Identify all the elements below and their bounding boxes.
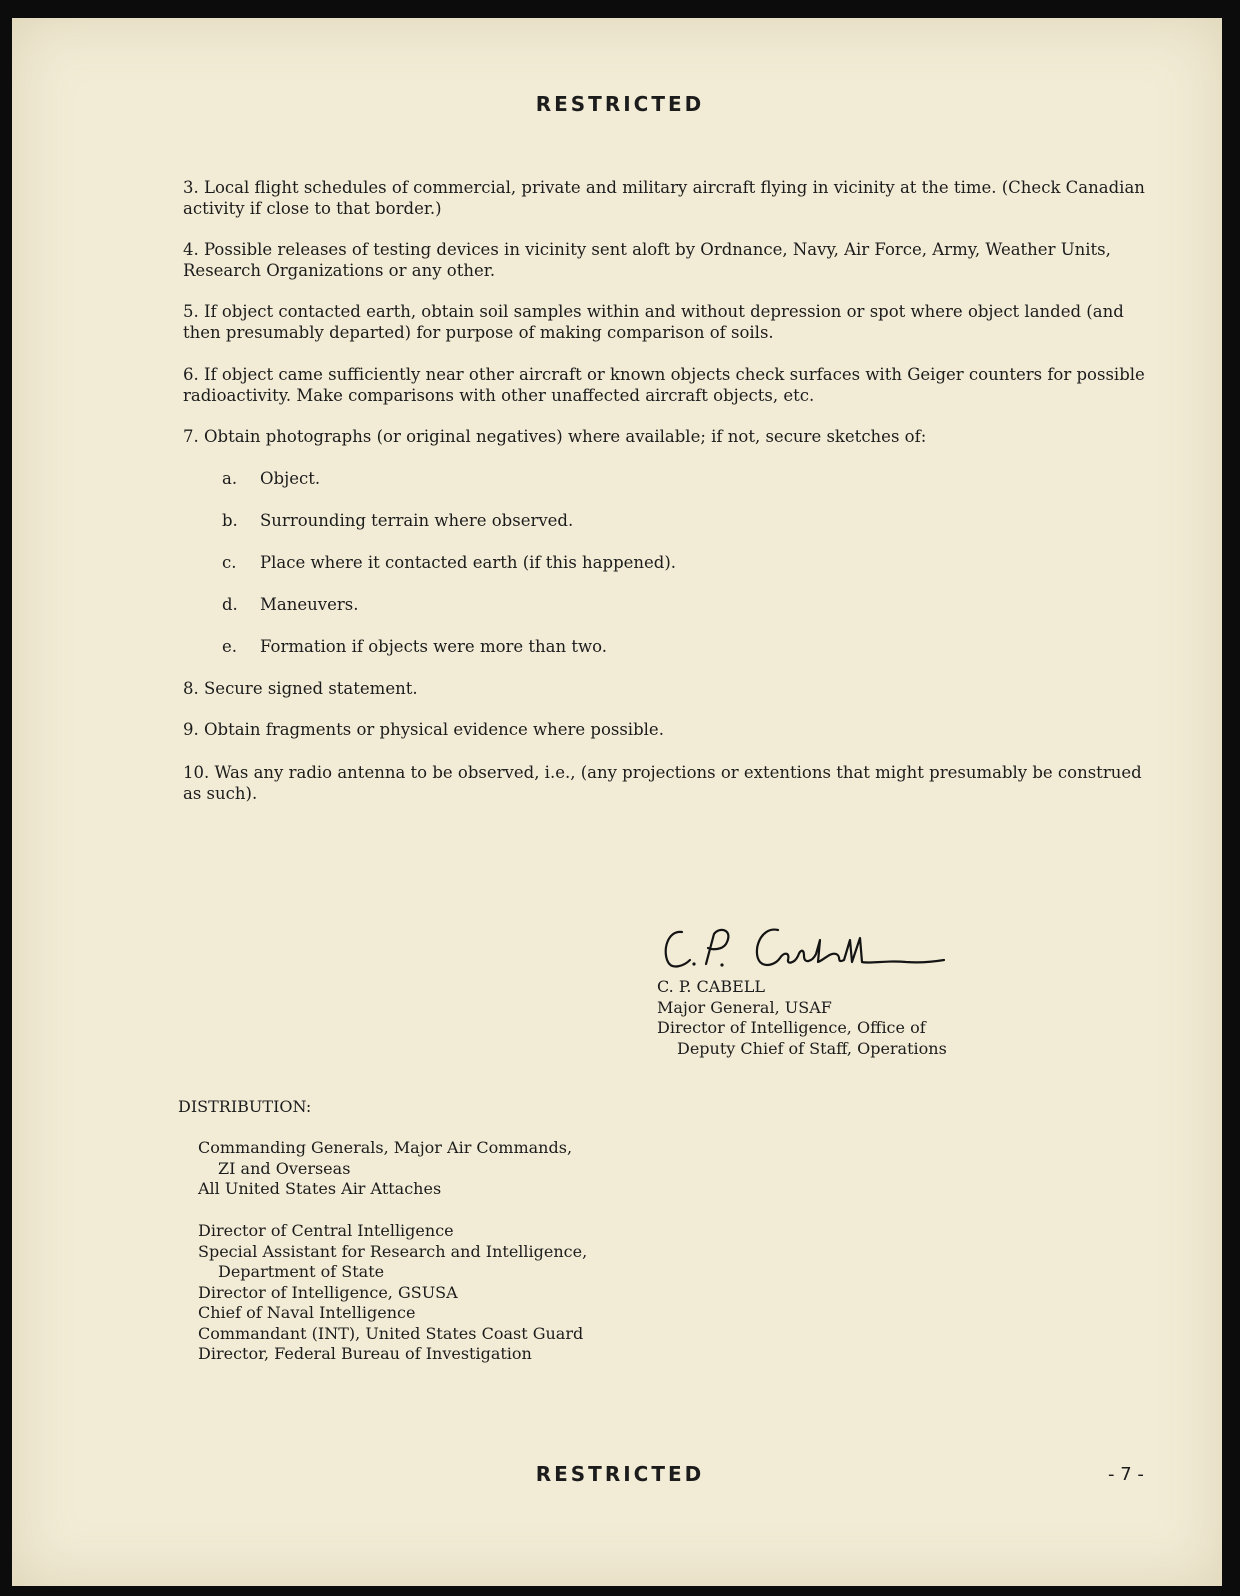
item-text: If object came sufficiently near other aircraft or known objects check surfaces with Geiger counters for possible radioactivity. Make comparisons with other unaffected aircraft objects, etc. <box>183 365 1145 405</box>
item-7 <box>183 426 1158 447</box>
sketch-letter: e. <box>222 637 238 656</box>
signatory-title-continued: Deputy Chief of Staff, Operations <box>677 1038 947 1058</box>
item-5 <box>183 301 1158 343</box>
sketch-item-b <box>222 510 1197 531</box>
sketch-item-e <box>222 636 1197 657</box>
sketch-text: Surrounding terrain where observed. <box>260 511 574 530</box>
item-4 <box>183 239 1158 281</box>
sketch-letter: c. <box>222 553 237 572</box>
distribution-group-1 <box>198 1138 572 1200</box>
item-number: 10. <box>183 763 210 782</box>
sketch-text: Formation if objects were more than two. <box>260 637 608 656</box>
distribution-group-2 <box>198 1221 587 1365</box>
item-number: 8. <box>183 679 199 698</box>
sketch-text: Place where it contacted earth (if this happened). <box>260 553 677 572</box>
item-text: Secure signed statement. <box>204 679 418 698</box>
footer-classification-marking: RESTRICTED <box>535 1462 705 1486</box>
sketch-item-d <box>222 594 1197 615</box>
item-8 <box>183 678 1158 699</box>
signatory-title: Director of Intelligence, Office of <box>657 1018 926 1037</box>
sketch-text: Object. <box>260 469 321 488</box>
distribution-line: Director of Intelligence, GSUSA <box>198 1282 458 1302</box>
distribution-line: Chief of Naval Intelligence <box>198 1303 416 1322</box>
item-number: 6. <box>183 365 199 384</box>
sketch-letter: b. <box>222 511 238 530</box>
item-text: Obtain fragments or physical evidence where possible. <box>204 720 664 739</box>
distribution-line: ZI and Overseas <box>218 1158 351 1178</box>
distribution-line: Department of State <box>218 1262 385 1281</box>
header-classification-marking: RESTRICTED <box>535 92 705 116</box>
sketch-letter: a. <box>222 469 238 488</box>
sketch-letter: d. <box>222 595 238 614</box>
page-number: - 7 - <box>1108 1464 1144 1485</box>
item-9 <box>183 719 1158 740</box>
item-number: 9. <box>183 720 199 739</box>
item-3 <box>183 177 1158 219</box>
item-number: 7. <box>183 427 199 446</box>
sketch-text: Maneuvers. <box>260 595 359 614</box>
distribution-line: Special Assistant for Research and Intelligence, <box>198 1241 588 1261</box>
item-text: If object contacted earth, obtain soil samples within and without depression or spot where object landed (and then presumably departed) for purpose of making comparison of soils. <box>183 302 1124 342</box>
item-number: 4. <box>183 240 199 259</box>
signatory-name: C. P. CABELL <box>657 977 766 996</box>
item-6 <box>183 364 1158 406</box>
distribution-line: All United States Air Attaches <box>198 1179 442 1198</box>
item-text: Possible releases of testing devices in vicinity sent aloft by Ordnance, Navy, Air Force, Army, Weather Units, Research Organizations or any other. <box>183 240 1111 280</box>
distribution-line: Director of Central Intelligence <box>198 1221 454 1240</box>
sketch-item-c <box>222 552 1197 573</box>
item-number: 5. <box>183 302 199 321</box>
item-number: 3. <box>183 178 199 197</box>
distribution-line: Commandant (INT), United States Coast Guard <box>198 1323 584 1343</box>
signature-block <box>657 977 947 1059</box>
item-text: Local flight schedules of commercial, private and military aircraft flying in vicinity at the time. (Check Canadian activity if close to that border.) <box>183 178 1145 218</box>
handwritten-signature <box>660 920 960 975</box>
distribution-line: Commanding Generals, Major Air Commands, <box>198 1138 573 1157</box>
item-text: Obtain photographs (or original negatives) where available; if not, secure sketches of: <box>204 427 927 446</box>
item-text: Was any radio antenna to be observed, i.e., (any projections or extentions that might presumably be construed as such). <box>183 763 1142 803</box>
signatory-rank: Major General, USAF <box>657 997 832 1017</box>
distribution-heading: DISTRIBUTION: <box>178 1097 312 1116</box>
sketch-item-a <box>222 468 1197 489</box>
distribution-line: Director, Federal Bureau of Investigation <box>198 1344 532 1363</box>
item-10 <box>183 762 1158 804</box>
